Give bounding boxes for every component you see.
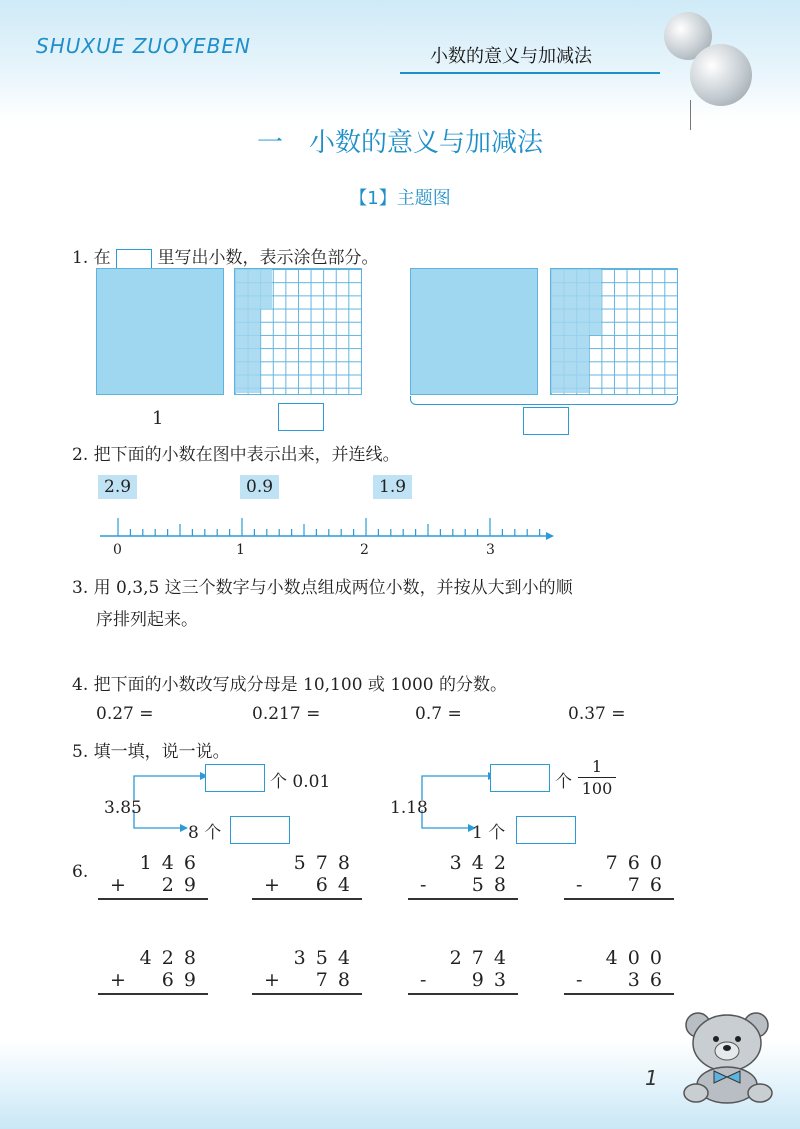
axis-tick-label: 1 [236,542,245,558]
question-number: 1. [72,248,89,268]
shaded-square-full [410,268,538,395]
answer-box-sample [116,249,152,269]
running-title: 小数的意义与加减法 [430,46,592,67]
question-3-line2: 序排列起来。 [96,610,198,630]
vertical-problem [98,852,208,900]
decimal-label[interactable]: 2.9 [98,475,137,499]
question-1 [72,243,378,269]
number-line [100,512,560,546]
problem-top: 2 7 4 [449,947,508,969]
problem-operator: + [110,969,126,991]
conversion-item: 0.27 = [96,704,154,724]
question-number: 6. [72,862,89,882]
problem-top: 1 4 6 [139,852,198,874]
problem-bottom: 3 6 [627,969,664,991]
balloon-icon [690,44,752,106]
unit-text: 个 0.01 [270,772,331,792]
decimal-label[interactable]: 0.9 [240,475,279,499]
grid-shaded-part [260,269,272,309]
section-title: 【1】主题图 [349,188,451,209]
answer-box[interactable] [516,816,576,844]
fraction-denominator: 100 [581,779,613,799]
unit-text: 8 个 [188,823,222,843]
vertical-problem [408,947,518,995]
problem-operator: + [264,969,280,991]
problem-bottom: 9 3 [471,969,508,991]
problem-operator: + [110,874,126,896]
teddy-bear-icon [676,1005,786,1105]
question-3-line1: 3. 用 0,3,5 这三个数字与小数点组成两位小数，并按从大到小的顺 [72,578,573,598]
grouping-brace [410,396,678,405]
grid-shaded-part [589,269,601,335]
fraction [578,757,616,798]
fraction-bar [578,777,616,778]
answer-box[interactable] [490,764,550,792]
answer-line [252,898,362,900]
question-2: 2. 把下面的小数在图中表示出来，并连线。 [72,445,400,465]
conversion-item: 0.217 = [252,704,321,724]
vertical-problem [252,947,362,995]
problem-top: 3 5 4 [293,947,352,969]
answer-box[interactable] [278,403,324,431]
conversion-item: 0.37 = [568,704,626,724]
problem-top: 3 4 2 [449,852,508,874]
answer-line [564,993,674,995]
vertical-problem [564,852,674,900]
problem-top: 5 7 8 [293,852,352,874]
answer-line [564,898,674,900]
answer-box[interactable] [523,407,569,435]
problem-bottom: 2 9 [161,874,198,896]
vertical-problem [564,947,674,995]
shaded-square-full [96,268,224,395]
chapter-title: 一 小数的意义与加减法 [256,128,543,158]
problem-top: 7 6 0 [605,852,664,874]
axis-tick-label: 2 [360,542,369,558]
vertical-problem [252,852,362,900]
question-5: 5. 填一填，说一说。 [72,742,230,762]
problem-bottom: 6 4 [315,874,352,896]
answer-line [408,993,518,995]
unit-text: 个 [555,772,572,792]
grid-shaded-part [551,269,589,393]
decimal-label[interactable]: 1.9 [373,475,412,499]
grid-shaded-part [235,269,260,393]
problem-bottom: 7 6 [627,874,664,896]
unit-text: 1 个 [472,823,506,843]
page-number: 1 [645,1066,658,1090]
problem-operator: + [264,874,280,896]
vertical-problem [98,947,208,995]
axis-tick-label: 0 [113,542,122,558]
answer-value: 1 [152,408,164,429]
problem-operator: - [420,874,427,896]
header-divider [400,72,660,74]
question-text: 在 [93,248,111,268]
problem-bottom: 5 8 [471,874,508,896]
problem-bottom: 6 9 [161,969,198,991]
conversion-item: 0.7 = [415,704,462,724]
question-4: 4. 把下面的小数改写成分母是 10,100 或 1000 的分数。 [72,675,507,695]
problem-operator: - [576,874,583,896]
vertical-problem [408,852,518,900]
problem-top: 4 0 0 [605,947,664,969]
answer-line [408,898,518,900]
question-text: 里写出小数，表示涂色部分。 [157,248,379,268]
answer-line [98,993,208,995]
problem-operator: - [420,969,427,991]
answer-line [98,898,208,900]
axis-tick-label: 3 [486,542,495,558]
problem-operator: - [576,969,583,991]
decimal-number: 1.18 [390,798,428,818]
answer-box[interactable] [205,764,265,792]
answer-line [252,993,362,995]
answer-box[interactable] [230,816,290,844]
problem-top: 4 2 8 [139,947,198,969]
decimal-number: 3.85 [104,798,142,818]
fraction-numerator: 1 [591,757,603,776]
header-brand: SHUXUE ZUOYEBEN [36,34,251,58]
problem-bottom: 7 8 [315,969,352,991]
